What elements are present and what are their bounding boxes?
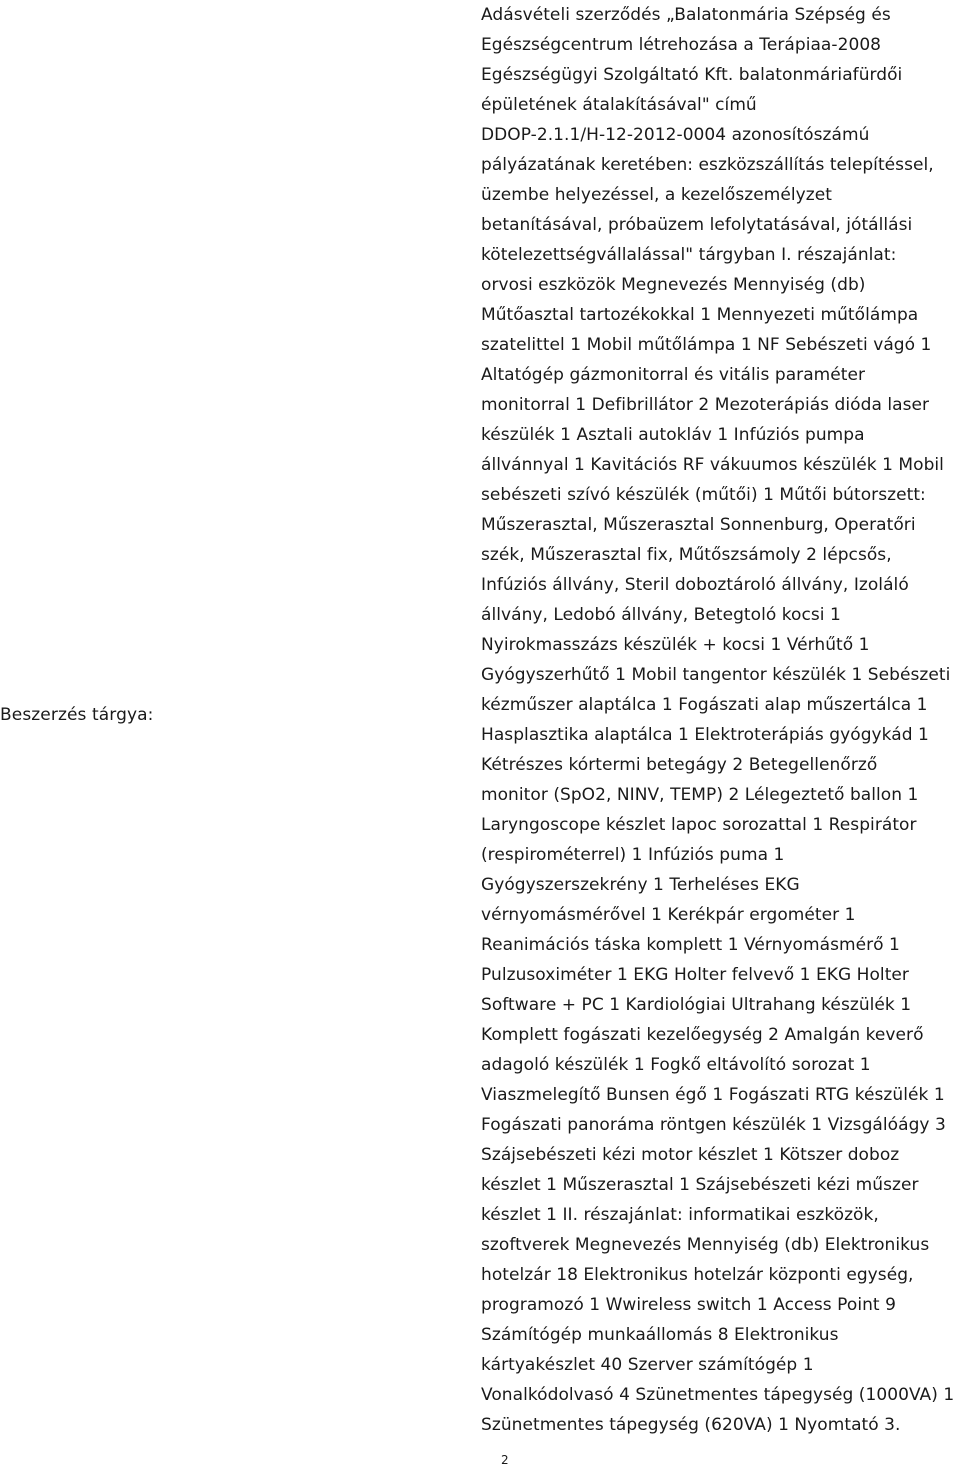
procurement-description <box>481 0 960 1440</box>
description-line: adagoló készülék 1 Fogkő eltávolító sorozat 1 <box>481 1055 871 1075</box>
description-line: készlet 1 II. részajánlat: informatikai eszközök, <box>481 1205 879 1225</box>
description-line: Komplett fogászati kezelőegység 2 Amalgán keverő <box>481 1025 924 1045</box>
description-line: Pulzusoximéter 1 EKG Holter felvevő 1 EKG Holter <box>481 965 909 985</box>
description-line: Fogászati panoráma röntgen készülék 1 Vizsgálóágy 3 <box>481 1115 946 1135</box>
description-line: szék, Műszerasztal fix, Műtőszsámoly 2 lépcsős, <box>481 545 892 565</box>
description-line: Viaszmelegítő Bunsen égő 1 Fogászati RTG készülék 1 <box>481 1085 945 1105</box>
description-line: Egészségcentrum létrehozása a Terápiaa-2008 <box>481 35 882 55</box>
description-line: készlet 1 Műszerasztal 1 Szájsebészeti kézi műszer <box>481 1175 919 1195</box>
description-line: hotelzár 18 Elektronikus hotelzár központi egység, <box>481 1265 914 1285</box>
description-line: Gyógyszerszekrény 1 Terheléses EKG <box>481 875 800 895</box>
description-line: kötelezettségvállalással" tárgyban I. részajánlat: <box>481 245 897 265</box>
description-line: betanításával, próbaüzem lefolytatásával, jótállási <box>481 215 913 235</box>
description-line: Műtőasztal tartozékokkal 1 Mennyezeti műtőlámpa <box>481 305 919 325</box>
description-line: Hasplasztika alaptálca 1 Elektroterápiás gyógykád 1 <box>481 725 929 745</box>
description-line: Laryngoscope készlet lapoc sorozattal 1 Respirátor <box>481 815 917 835</box>
description-line: Műszerasztal, Műszerasztal Sonnenburg, Operatőri <box>481 515 916 535</box>
description-line: kézműszer alaptálca 1 Fogászati alap műszertálca 1 <box>481 695 928 715</box>
description-line: kártyakészlet 40 Szerver számítógép 1 <box>481 1355 814 1375</box>
description-line: üzembe helyezéssel, a kezelőszemélyzet <box>481 185 832 205</box>
description-line: Infúziós állvány, Steril doboztároló állvány, Izoláló <box>481 575 909 595</box>
description-line: Szünetmentes tápegység (620VA) 1 Nyomtató 3. <box>481 1415 901 1435</box>
description-line: Reanimációs táska komplett 1 Vérnyomásmérő 1 <box>481 935 900 955</box>
description-line: állvány, Ledobó állvány, Betegtoló kocsi 1 <box>481 605 841 625</box>
description-line: készülék 1 Asztali autokláv 1 Infúziós pumpa <box>481 425 865 445</box>
description-line: Számítógép munkaállomás 8 Elektronikus <box>481 1325 839 1345</box>
description-line: sebészeti szívó készülék (műtői) 1 Műtői bútorszett: <box>481 485 926 505</box>
description-line: szatelittel 1 Mobil műtőlámpa 1 NF Sebészeti vágó 1 <box>481 335 932 355</box>
description-line: Egészségügyi Szolgáltató Kft. balatonmáriafürdői <box>481 65 903 85</box>
description-line: pályázatának keretében: eszközszállítás telepítéssel, <box>481 155 934 175</box>
page-number: 2 <box>501 1453 509 1467</box>
description-line: Software + PC 1 Kardiológiai Ultrahang készülék 1 <box>481 995 912 1015</box>
description-line: Nyirokmasszázs készülék + kocsi 1 Vérhűtő 1 <box>481 635 870 655</box>
description-line: orvosi eszközök Megnevezés Mennyiség (db) <box>481 275 866 295</box>
description-line: Szájsebészeti kézi motor készlet 1 Kötszer doboz <box>481 1145 900 1165</box>
description-line: Vonalkódolvasó 4 Szünetmentes tápegység (1000VA) 1 <box>481 1385 955 1405</box>
section-label: Beszerzés tárgya: <box>0 705 154 725</box>
description-line: DDOP-2.1.1/H-12-2012-0004 azonosítószámú <box>481 125 870 145</box>
description-line: Kétrészes kórtermi betegágy 2 Betegellenőrző <box>481 755 878 775</box>
description-line: monitorral 1 Defibrillátor 2 Mezoterápiás dióda laser <box>481 395 930 415</box>
description-line: vérnyomásmérővel 1 Kerékpár ergométer 1 <box>481 905 856 925</box>
description-line: állvánnyal 1 Kavitációs RF vákuumos készülék 1 Mobil <box>481 455 944 475</box>
description-line: Adásvételi szerződés „Balatonmária Szépség és <box>481 5 891 25</box>
description-line: szoftverek Megnevezés Mennyiség (db) Elektronikus <box>481 1235 930 1255</box>
description-line: Gyógyszerhűtő 1 Mobil tangentor készülék 1 Sebészeti <box>481 665 951 685</box>
description-line: Altatógép gázmonitorral és vitális paraméter <box>481 365 866 385</box>
description-line: monitor (SpO2, NINV, TEMP) 2 Lélegeztető ballon 1 <box>481 785 919 805</box>
description-line: (respirométerrel) 1 Infúziós puma 1 <box>481 845 785 865</box>
description-line: épületének átalakításával" című <box>481 95 757 115</box>
description-line: programozó 1 Wwireless switch 1 Access Point 9 <box>481 1295 896 1315</box>
